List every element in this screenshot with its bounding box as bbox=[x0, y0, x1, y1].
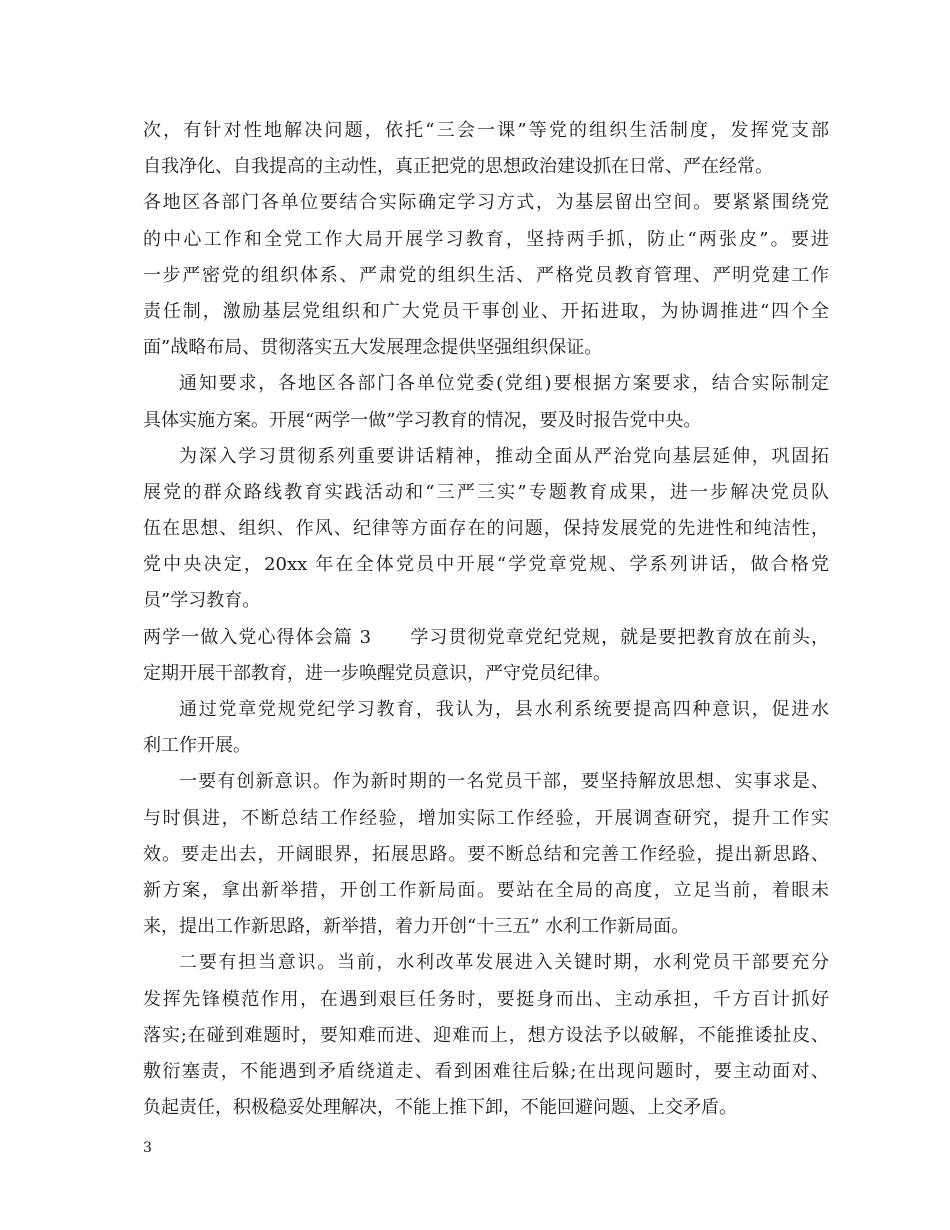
text-line: 通知要求，各地区各部门各单位党委(党组)要根据方案要求，结合实际制定 bbox=[179, 373, 829, 395]
text-line: 的中心工作和全党工作大局开展学习教育，坚持两手抓，防止“两张皮”。要进 bbox=[143, 228, 829, 250]
text-line: 党中央决定，20xx 年在全体党员中开展“学党章党规、学系列讲话，做合格党 bbox=[143, 554, 829, 576]
text-line: 新方案，拿出新举措，开创工作新局面。要站在全局的高度，立足当前，着眼未 bbox=[143, 879, 829, 901]
section-heading-line: 两学一做入党心得体会篇 3 学习贯彻党章党纪党规，就是要把教育放在前头， bbox=[143, 626, 829, 648]
page-number: 3 bbox=[143, 1140, 152, 1156]
text-line: 效。要走出去，开阔眼界，拓展思路。要不断总结和完善工作经验，提出新思路、 bbox=[143, 843, 829, 865]
text-line: 展党的群众路线教育实践活动和“三严三实”专题教育成果，进一步解决党员队 bbox=[143, 481, 829, 503]
text-line: 定期开展干部教育，进一步唤醒党员意识，严守党员纪律。 bbox=[143, 662, 611, 684]
text-line: 二要有担当意识。当前，水利改革发展进入关键时期，水利党员干部要充分 bbox=[179, 952, 829, 974]
text-line: 利工作开展。 bbox=[143, 735, 251, 757]
text-line: 落实;在碰到难题时，要知难而进、迎难而上，想方设法予以破解，不能推诿扯皮、 bbox=[143, 1024, 829, 1046]
text-line: 责任制，激励基层党组织和广大党员干事创业、开拓进取，为协调推进“四个全 bbox=[143, 300, 829, 322]
text-line: 一要有创新意识。作为新时期的一名党员干部，要坚持解放思想、实事求是、 bbox=[179, 771, 829, 793]
text-line: 自我净化、自我提高的主动性，真正把党的思想政治建设抓在日常、严在经常。 bbox=[143, 156, 773, 178]
text-line: 次，有针对性地解决问题，依托“三会一课”等党的组织生活制度，发挥党支部 bbox=[143, 120, 829, 141]
text-line: 为深入学习贯彻系列重要讲话精神，推动全面从严治党向基层延伸，巩固拓 bbox=[179, 445, 829, 467]
text-line: 一步严密党的组织体系、严肃党的组织生活、严格党员教育管理、严明党建工作 bbox=[143, 264, 829, 286]
text-line: 敷衍塞责，不能遇到矛盾绕道走、看到困难往后躲;在出现问题时，要主动面对、 bbox=[143, 1060, 829, 1082]
text-line: 具体实施方案。开展“两学一做”学习教育的情况，要及时报告党中央。 bbox=[143, 409, 702, 431]
text-line: 面”战略布局、贯彻落实五大发展理念提供坚强组织保证。 bbox=[143, 337, 603, 359]
text-line: 与时俱进，不断总结工作经验，增加实际工作经验，开展调查研究，提升工作实 bbox=[143, 807, 829, 829]
text-line: 通过党章党规党纪学习教育，我认为，县水利系统要提高四种意识，促进水 bbox=[179, 699, 829, 720]
document-body bbox=[143, 113, 829, 1126]
text-line: 员”学习教育。 bbox=[143, 590, 261, 612]
text-line: 伍在思想、组织、作风、纪律等方面存在的问题，保持发展党的先进性和纯洁性， bbox=[143, 518, 829, 540]
text-line: 负起责任，积极稳妥处理解决，不能上推下卸，不能回避问题、上交矛盾。 bbox=[143, 1097, 737, 1119]
text-line: 各地区各部门各单位要结合实际确定学习方式，为基层留出空间。要紧紧围绕党 bbox=[143, 192, 829, 214]
text-line: 发挥先锋模范作用，在遇到艰巨任务时，要挺身而出、主动承担，千方百计抓好 bbox=[143, 988, 829, 1010]
text-line: 来，提出工作新思路，新举措，着力开创“十三五” 水利工作新局面。 bbox=[143, 916, 690, 938]
